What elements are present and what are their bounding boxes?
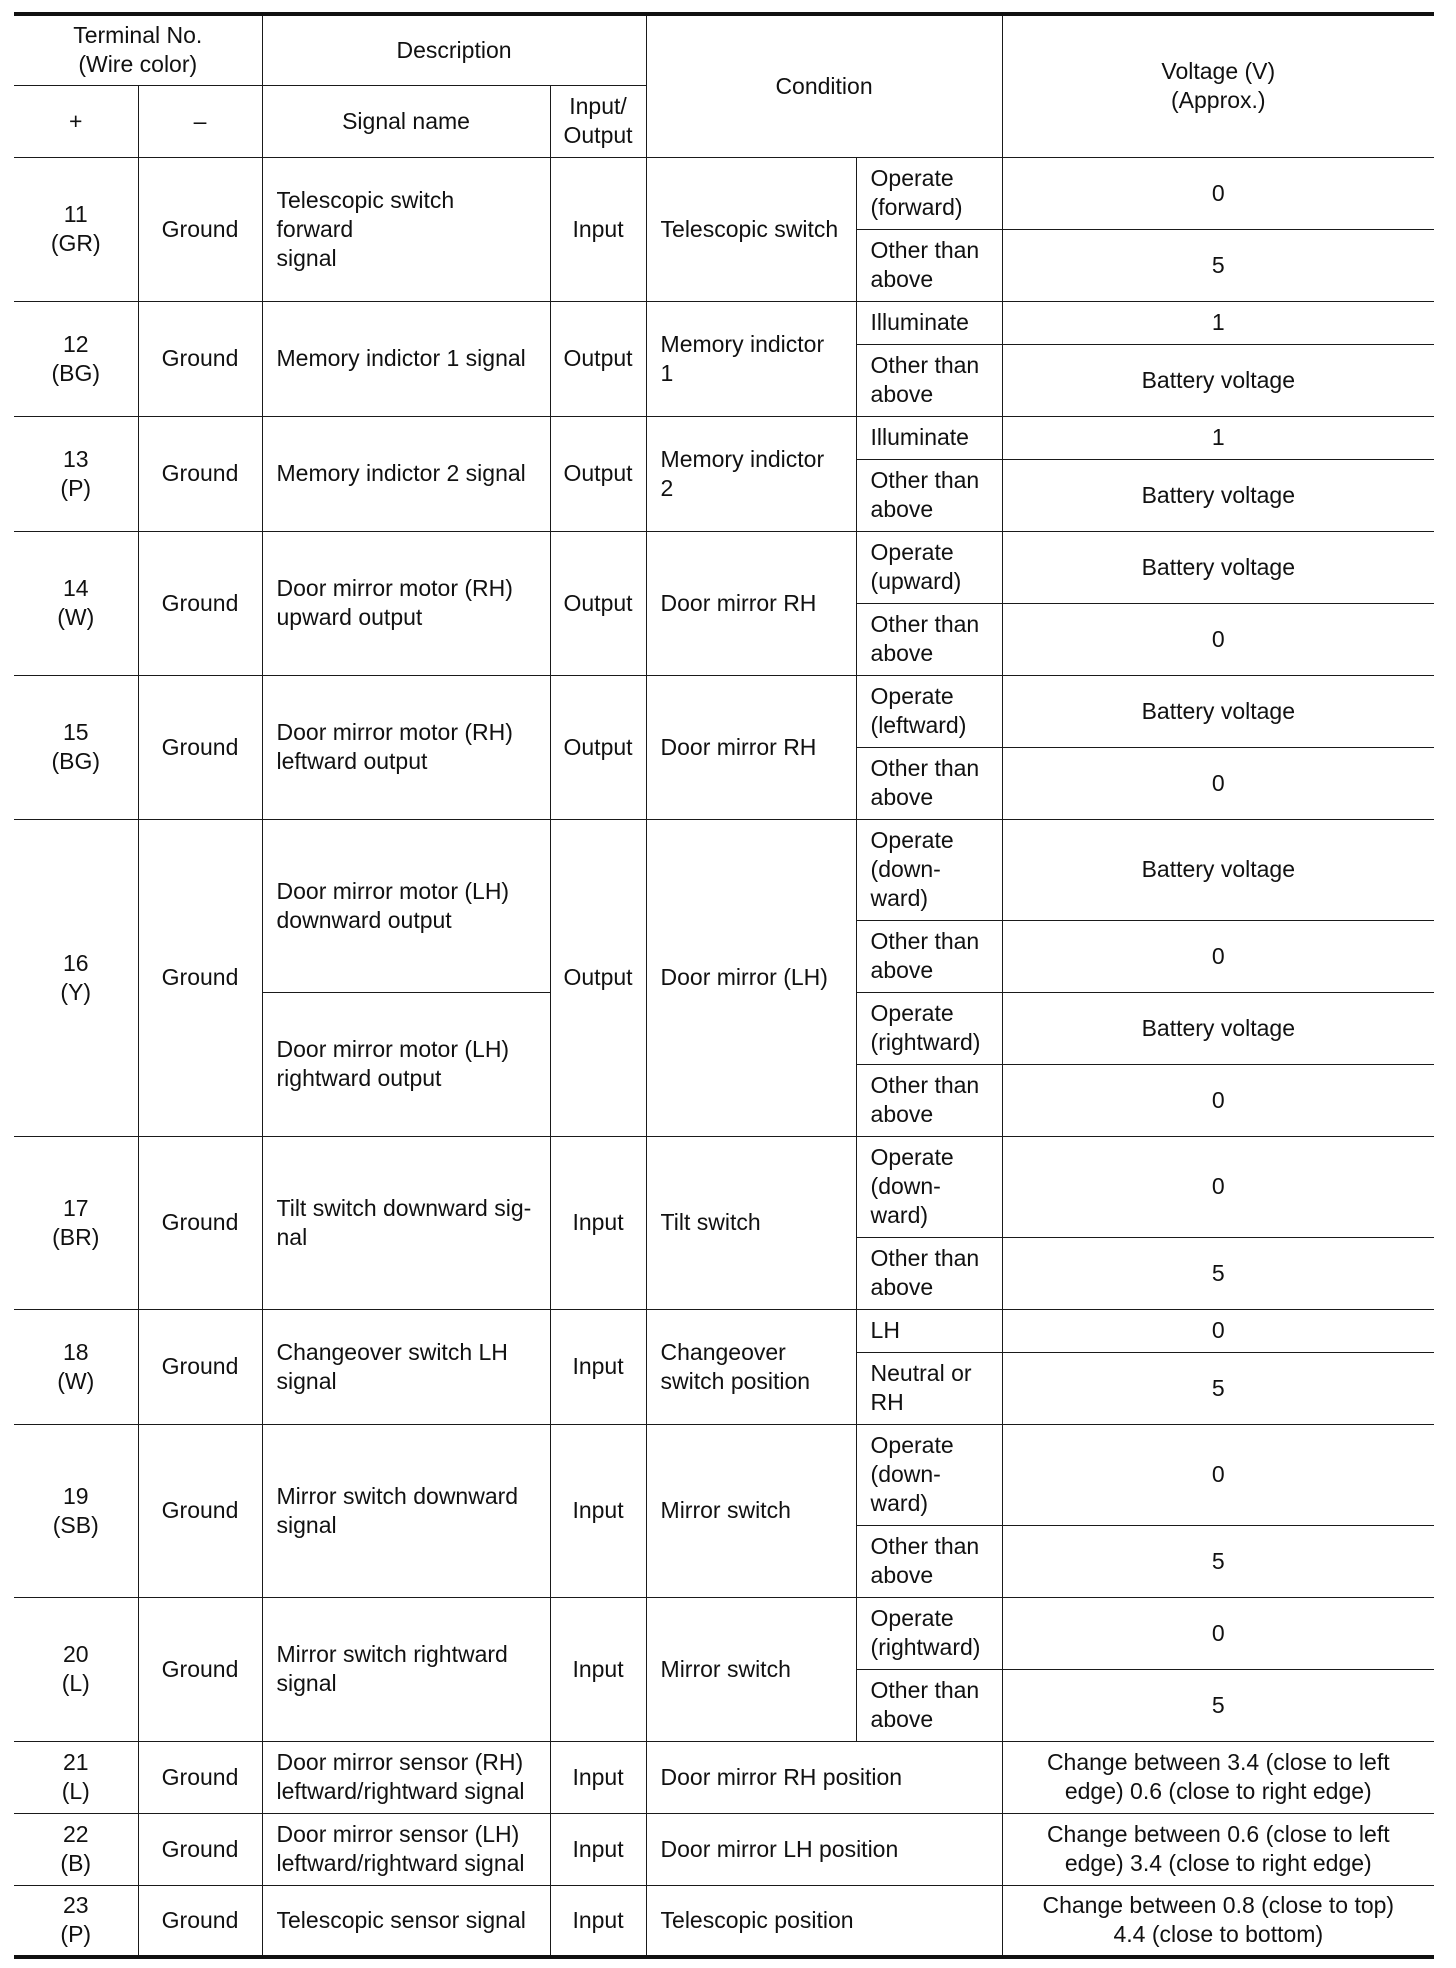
- condition-cell: Door mirror (LH): [646, 819, 856, 1136]
- header-input-output: Input/ Output: [550, 85, 646, 157]
- condition-cell: Telescopic switch: [646, 157, 856, 301]
- voltage-cell: Battery voltage: [1002, 992, 1434, 1064]
- table-row: [14, 1741, 1434, 1813]
- state-cell: Other than above: [856, 344, 1002, 416]
- voltage-cell: Battery voltage: [1002, 344, 1434, 416]
- signal-name-cell: Door mirror sensor (RH) leftward/rightward signal: [262, 1741, 550, 1813]
- table-row: [14, 1309, 1434, 1352]
- voltage-cell: 0: [1002, 747, 1434, 819]
- signal-name-cell: Door mirror motor (RH) leftward output: [262, 675, 550, 819]
- state-cell: Other than above: [856, 920, 1002, 992]
- io-cell: Output: [550, 416, 646, 531]
- signal-name-cell: Mirror switch downward signal: [262, 1424, 550, 1597]
- voltage-cell: 0: [1002, 603, 1434, 675]
- table-row: [14, 1136, 1434, 1237]
- terminal-cell: 19 (SB): [14, 1424, 138, 1597]
- header-voltage: Voltage (V) (Approx.): [1002, 14, 1434, 157]
- terminal-cell: 17 (BR): [14, 1136, 138, 1309]
- voltage-cell: 1: [1002, 416, 1434, 459]
- table-row: [14, 157, 1434, 229]
- voltage-cell: Change between 3.4 (close to left edge) 0.6 (close to right edge): [1002, 1741, 1434, 1813]
- state-cell: Neutral or RH: [856, 1352, 1002, 1424]
- state-cell: Other than above: [856, 1669, 1002, 1741]
- condition-cell: Mirror switch: [646, 1597, 856, 1741]
- state-cell: Operate (down- ward): [856, 819, 1002, 920]
- state-cell: Operate (leftward): [856, 675, 1002, 747]
- terminal-cell: 15 (BG): [14, 675, 138, 819]
- ground-cell: Ground: [138, 675, 262, 819]
- voltage-cell: Battery voltage: [1002, 675, 1434, 747]
- voltage-cell: 0: [1002, 1597, 1434, 1669]
- table-row: [14, 1885, 1434, 1957]
- state-cell: LH: [856, 1309, 1002, 1352]
- io-cell: Output: [550, 819, 646, 1136]
- state-cell: Operate (rightward): [856, 1597, 1002, 1669]
- voltage-cell: Battery voltage: [1002, 459, 1434, 531]
- voltage-cell: 5: [1002, 1525, 1434, 1597]
- io-cell: Input: [550, 1309, 646, 1424]
- state-cell: Other than above: [856, 459, 1002, 531]
- io-cell: Output: [550, 301, 646, 416]
- io-cell: Input: [550, 1136, 646, 1309]
- voltage-cell: 5: [1002, 1669, 1434, 1741]
- terminal-cell: 11 (GR): [14, 157, 138, 301]
- state-cell: Other than above: [856, 1525, 1002, 1597]
- voltage-cell: 0: [1002, 1309, 1434, 1352]
- signal-name-cell: Door mirror sensor (LH) leftward/rightward signal: [262, 1813, 550, 1885]
- signal-name-cell: Door mirror motor (LH) rightward output: [262, 992, 550, 1136]
- terminal-table: [14, 12, 1434, 1959]
- state-cell: Other than above: [856, 229, 1002, 301]
- io-cell: Input: [550, 1597, 646, 1741]
- condition-cell: Door mirror RH: [646, 675, 856, 819]
- io-cell: Input: [550, 157, 646, 301]
- io-cell: Input: [550, 1813, 646, 1885]
- signal-name-cell: Mirror switch rightward signal: [262, 1597, 550, 1741]
- voltage-cell: 5: [1002, 1352, 1434, 1424]
- header-signal-name: Signal name: [262, 85, 550, 157]
- table-row: [14, 531, 1434, 603]
- header-row-1: [14, 14, 1434, 85]
- condition-cell: Telescopic position: [646, 1885, 1002, 1957]
- terminal-cell: 12 (BG): [14, 301, 138, 416]
- io-cell: Input: [550, 1424, 646, 1597]
- table-row: [14, 416, 1434, 459]
- condition-cell: Door mirror RH: [646, 531, 856, 675]
- table-row: [14, 819, 1434, 920]
- voltage-cell: 5: [1002, 1237, 1434, 1309]
- io-cell: Input: [550, 1741, 646, 1813]
- ground-cell: Ground: [138, 531, 262, 675]
- voltage-cell: Battery voltage: [1002, 819, 1434, 920]
- signal-name-cell: Telescopic switch forward signal: [262, 157, 550, 301]
- ground-cell: Ground: [138, 1885, 262, 1957]
- terminal-cell: 23 (P): [14, 1885, 138, 1957]
- terminal-cell: 13 (P): [14, 416, 138, 531]
- voltage-cell: Battery voltage: [1002, 531, 1434, 603]
- header-description: Description: [262, 14, 646, 85]
- voltage-cell: 0: [1002, 1424, 1434, 1525]
- table-row: [14, 675, 1434, 747]
- condition-cell: Door mirror LH position: [646, 1813, 1002, 1885]
- ground-cell: Ground: [138, 301, 262, 416]
- voltage-cell: Change between 0.8 (close to top) 4.4 (close to bottom): [1002, 1885, 1434, 1957]
- ground-cell: Ground: [138, 1741, 262, 1813]
- condition-cell: Memory indictor 1: [646, 301, 856, 416]
- state-cell: Other than above: [856, 747, 1002, 819]
- ground-cell: Ground: [138, 819, 262, 1136]
- state-cell: Illuminate: [856, 416, 1002, 459]
- terminal-cell: 21 (L): [14, 1741, 138, 1813]
- ground-cell: Ground: [138, 1136, 262, 1309]
- io-cell: Output: [550, 675, 646, 819]
- header-condition: Condition: [646, 14, 1002, 157]
- condition-cell: Changeover switch position: [646, 1309, 856, 1424]
- signal-name-cell: Memory indictor 2 signal: [262, 416, 550, 531]
- state-cell: Other than above: [856, 1064, 1002, 1136]
- terminal-cell: 22 (B): [14, 1813, 138, 1885]
- state-cell: Operate (down- ward): [856, 1136, 1002, 1237]
- signal-name-cell: Door mirror motor (RH) upward output: [262, 531, 550, 675]
- voltage-cell: 0: [1002, 157, 1434, 229]
- condition-cell: Mirror switch: [646, 1424, 856, 1597]
- signal-name-cell: Changeover switch LH signal: [262, 1309, 550, 1424]
- terminal-cell: 16 (Y): [14, 819, 138, 1136]
- table-row: [14, 1597, 1434, 1669]
- voltage-cell: 5: [1002, 229, 1434, 301]
- voltage-cell: Change between 0.6 (close to left edge) 3.4 (close to right edge): [1002, 1813, 1434, 1885]
- state-cell: Other than above: [856, 1237, 1002, 1309]
- ground-cell: Ground: [138, 1813, 262, 1885]
- ground-cell: Ground: [138, 1424, 262, 1597]
- header-minus: –: [138, 85, 262, 157]
- voltage-cell: 0: [1002, 1064, 1434, 1136]
- state-cell: Operate (forward): [856, 157, 1002, 229]
- io-cell: Output: [550, 531, 646, 675]
- condition-cell: Memory indictor 2: [646, 416, 856, 531]
- signal-name-cell: Tilt switch downward sig- nal: [262, 1136, 550, 1309]
- signal-name-cell: Door mirror motor (LH) downward output: [262, 819, 550, 992]
- state-cell: Operate (rightward): [856, 992, 1002, 1064]
- state-cell: Operate (down- ward): [856, 1424, 1002, 1525]
- table-row: [14, 1813, 1434, 1885]
- ground-cell: Ground: [138, 1597, 262, 1741]
- signal-name-cell: Memory indictor 1 signal: [262, 301, 550, 416]
- terminal-cell: 14 (W): [14, 531, 138, 675]
- voltage-cell: 0: [1002, 920, 1434, 992]
- header-terminal-no: Terminal No. (Wire color): [14, 14, 262, 85]
- io-cell: Input: [550, 1885, 646, 1957]
- ground-cell: Ground: [138, 1309, 262, 1424]
- voltage-cell: 1: [1002, 301, 1434, 344]
- table-row: [14, 1424, 1434, 1525]
- table-row: [14, 301, 1434, 344]
- signal-name-cell: Telescopic sensor signal: [262, 1885, 550, 1957]
- ground-cell: Ground: [138, 416, 262, 531]
- terminal-cell: 20 (L): [14, 1597, 138, 1741]
- ground-cell: Ground: [138, 157, 262, 301]
- state-cell: Operate (upward): [856, 531, 1002, 603]
- condition-cell: Door mirror RH position: [646, 1741, 1002, 1813]
- header-plus: +: [14, 85, 138, 157]
- terminal-cell: 18 (W): [14, 1309, 138, 1424]
- condition-cell: Tilt switch: [646, 1136, 856, 1309]
- voltage-cell: 0: [1002, 1136, 1434, 1237]
- state-cell: Other than above: [856, 603, 1002, 675]
- state-cell: Illuminate: [856, 301, 1002, 344]
